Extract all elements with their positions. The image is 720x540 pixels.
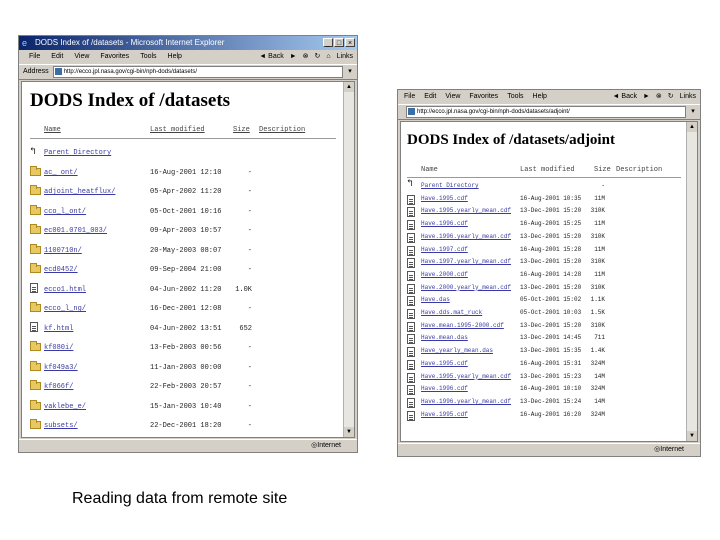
file-row [401, 345, 697, 358]
file-size: - [247, 422, 252, 430]
file-name-link[interactable]: cco_l_ont/ [44, 207, 87, 216]
address-text: http://ecco.jpl.nasa.gov/cgi-bin/nph-dods/datasets/ [63, 69, 198, 75]
file-row [401, 193, 697, 206]
file-size: 310K [590, 321, 605, 329]
file-size: - [247, 168, 252, 177]
left-status-bar [19, 439, 357, 452]
address-label: Address [23, 68, 49, 75]
file-size: 11M [594, 270, 605, 278]
file-date: 16-Aug-2001 15:28 [520, 245, 582, 253]
file-date: 13-Dec-2001 15:20 [520, 283, 582, 291]
home-icon: ⌂ [326, 53, 331, 60]
back-label: Back [268, 53, 284, 60]
file-row [401, 205, 697, 218]
column-header-name[interactable]: Name [44, 126, 61, 134]
file-row [22, 144, 354, 164]
left-window-title: DODS Index of /datasets - Microsoft Internet Explorer [35, 38, 225, 47]
right-browser-window [397, 89, 701, 457]
file-name-link[interactable]: adjoint_heatflux/ [44, 188, 116, 196]
refresh-button[interactable] [315, 50, 321, 64]
menu-favorites[interactable]: Favorites [469, 93, 499, 100]
stop-icon: ⊗ [302, 53, 309, 60]
menu-view[interactable]: View [445, 93, 461, 100]
file-date: 22-Feb-2003 20:57 [150, 383, 222, 391]
file-row [401, 371, 697, 384]
folder-icon [30, 207, 41, 215]
file-date: 13-Dec-2001 15:20 [520, 321, 582, 329]
status-zone: Internet [317, 442, 341, 449]
left-menu-bar [19, 50, 357, 65]
file-date: 13-Dec-2001 15:20 [520, 258, 582, 266]
file-row [401, 218, 697, 231]
document-icon [407, 220, 415, 230]
file-name-link[interactable]: Have.1995.cdf [421, 410, 468, 418]
file-row [401, 269, 697, 282]
forward-arrow-icon: ► [289, 53, 297, 60]
back-arrow-icon: ◄ [612, 93, 622, 100]
document-icon [407, 360, 415, 370]
file-row [22, 281, 354, 301]
column-header-last-modified[interactable]: Last modified [150, 126, 205, 134]
close-button[interactable]: × [345, 38, 355, 47]
document-icon [407, 207, 415, 217]
file-row [22, 339, 354, 359]
file-row [22, 261, 354, 281]
right-status-bar [398, 443, 700, 456]
file-row [401, 332, 697, 345]
file-size: - [247, 344, 252, 352]
file-date: 16-Aug-2001 16:20 [520, 410, 582, 418]
minimize-button[interactable]: _ [323, 38, 333, 47]
document-icon [407, 322, 415, 332]
file-size: 1.4K [590, 347, 605, 355]
document-icon [407, 284, 415, 294]
column-header-size[interactable]: Size [233, 126, 250, 134]
file-row [401, 282, 697, 295]
back-label: Back [621, 93, 637, 100]
folder-icon [30, 246, 41, 254]
file-row [401, 358, 697, 371]
file-size: 1.1K [590, 296, 605, 304]
file-date: 13-Feb-2003 00:56 [150, 344, 222, 352]
file-name-link[interactable]: Have.1997.cdf [421, 245, 468, 253]
file-size: - [247, 363, 252, 372]
file-size: 310K [590, 207, 605, 215]
document-icon [407, 296, 415, 306]
file-name-link[interactable]: ecd0452/ [44, 266, 78, 274]
menu-view[interactable]: View [74, 53, 90, 60]
folder-icon [30, 382, 41, 390]
left-title-bar [19, 36, 357, 50]
file-date: 04-Jun-2002 13:51 [150, 324, 222, 333]
header-divider [30, 138, 336, 139]
internet-zone-icon: ◎ [311, 442, 318, 449]
folder-icon [30, 304, 41, 312]
home-button[interactable] [326, 50, 330, 64]
file-date: 13-Dec-2001 15:24 [520, 397, 582, 405]
document-icon [407, 309, 415, 319]
file-date: 05-Oct-2001 10:16 [150, 207, 222, 216]
file-size: 310K [590, 283, 605, 291]
file-name-link[interactable]: ecco_l_ng/ [44, 305, 87, 313]
file-size: 1.0K [235, 285, 252, 294]
file-date: 09-Sep-2004 21:00 [150, 266, 222, 274]
file-name-link[interactable]: Have.1996.yearly_mean.cdf [421, 232, 512, 240]
document-icon [30, 322, 38, 332]
file-date: 22-Dec-2001 18:20 [150, 422, 222, 430]
file-date: 13-Dec-2001 15:20 [520, 207, 582, 215]
file-row [22, 417, 354, 437]
address-input[interactable] [53, 66, 343, 78]
page-icon [408, 108, 415, 115]
file-size: - [247, 227, 252, 235]
file-size: 324M [590, 385, 605, 393]
file-name-link[interactable]: Have.dds.mat_ruck [421, 309, 483, 316]
document-icon [407, 334, 415, 344]
file-size: 711 [594, 334, 605, 342]
left-scrollbar[interactable] [343, 82, 354, 437]
scroll-down-button[interactable]: ▼ [687, 431, 697, 441]
menu-favorites[interactable]: Favorites [100, 53, 130, 60]
document-icon [407, 195, 415, 205]
menu-help[interactable]: Help [532, 93, 547, 100]
file-name-link[interactable]: Have_yearly_mean.das [421, 347, 494, 355]
file-date: 16-Aug-2001 14:28 [520, 270, 582, 278]
file-date: 16-Dec-2001 12:08 [150, 305, 222, 313]
forward-button[interactable] [290, 50, 297, 64]
document-icon [407, 246, 415, 256]
file-size: 324M [590, 410, 605, 418]
back-arrow-icon: ◄ [259, 53, 269, 60]
file-size: - [247, 305, 252, 313]
file-name-link[interactable]: Have.das [421, 296, 450, 304]
scroll-down-button[interactable]: ▼ [344, 427, 354, 437]
address-dropdown-button[interactable]: ▾ [348, 68, 352, 75]
forward-arrow-icon: ► [642, 93, 650, 100]
document-icon [407, 233, 415, 243]
menu-edit[interactable]: Edit [51, 53, 64, 60]
file-size: 11M [594, 220, 605, 228]
file-name-link[interactable]: ac_ ont/ [44, 168, 78, 177]
right-menu-bar [398, 90, 700, 105]
forward-button[interactable] [643, 90, 650, 104]
page-icon [55, 68, 62, 75]
file-size: 11M [594, 194, 605, 202]
file-name-link[interactable]: Parent Directory [44, 149, 112, 157]
file-name-link[interactable]: subsets/ [44, 422, 78, 430]
file-date: 05-Oct-2001 15:02 [520, 296, 582, 304]
folder-icon [30, 363, 41, 371]
file-name-link[interactable]: ecco1.html [44, 285, 87, 294]
scroll-up-button[interactable]: ▲ [687, 122, 697, 132]
file-size: 324M [590, 359, 605, 367]
file-name-link[interactable]: Parent Directory [421, 182, 479, 189]
document-icon [407, 258, 415, 268]
file-name-link[interactable]: kf080i/ [44, 344, 74, 352]
menu-file[interactable]: File [29, 53, 41, 60]
file-date: 11-Jan-2003 00:00 [150, 363, 222, 372]
file-name-link[interactable]: Have.mean.1995-2000.cdf [421, 321, 504, 329]
file-row [401, 231, 697, 244]
file-name-link[interactable]: Have.2000.yearly_mean.cdf [421, 283, 512, 291]
file-date: 05-Apr-2002 11:20 [150, 188, 222, 196]
file-row [22, 242, 354, 262]
stop-icon: ⊗ [655, 93, 662, 100]
file-date: 16-Aug-2001 10:10 [520, 385, 582, 393]
file-row [22, 164, 354, 184]
menu-help[interactable]: Help [167, 53, 182, 60]
file-name-link[interactable]: kf049a3/ [44, 363, 78, 372]
refresh-icon: ↻ [667, 93, 674, 100]
folder-icon [30, 226, 41, 234]
file-size: 14M [594, 372, 605, 380]
folder-icon [30, 421, 41, 429]
column-header-description[interactable]: Description [616, 166, 663, 174]
file-row [401, 383, 697, 396]
file-date: 16-Aug-2001 12:10 [150, 168, 222, 177]
file-date: 16-Aug-2001 10:35 [520, 194, 582, 202]
file-size: - [247, 246, 252, 255]
links-button[interactable]: Links [679, 93, 696, 100]
file-name-link[interactable]: Have.1995.cdf [421, 359, 468, 367]
column-header-description[interactable]: Description [259, 126, 306, 134]
file-name-link[interactable]: Have.2000.cdf [421, 270, 468, 278]
file-size: - [247, 402, 252, 411]
file-date: 16-Aug-2001 15:31 [520, 359, 582, 367]
document-icon [407, 347, 415, 357]
file-row [22, 378, 354, 398]
file-size: - [247, 188, 252, 196]
column-header-size[interactable]: Size [594, 166, 611, 174]
parent-directory-icon [30, 146, 40, 154]
file-row [401, 396, 697, 409]
scroll-up-button[interactable]: ▲ [344, 82, 354, 92]
stop-button[interactable] [656, 90, 662, 104]
file-row [401, 409, 697, 422]
file-size: - [601, 182, 605, 189]
file-date: 13-Dec-2001 15:23 [520, 372, 582, 380]
file-size: 14M [594, 397, 605, 405]
file-date: 13-Dec-2001 15:20 [520, 232, 582, 240]
file-size: - [247, 207, 252, 216]
links-button[interactable]: Links [336, 53, 353, 60]
left-browser-window [18, 35, 358, 453]
file-name-link[interactable]: ec001.0701_003/ [44, 227, 108, 235]
file-date: 20-May-2003 08:07 [150, 246, 222, 255]
address-text: http://ecco.jpl.nasa.gov/cgi-bin/nph-dods/datasets/adjoint/ [417, 109, 570, 115]
file-name-link[interactable]: kf066f/ [44, 383, 74, 391]
file-date: 09-Apr-2003 10:57 [150, 227, 222, 235]
document-icon [407, 385, 415, 395]
page-title: DODS Index of /datasets/adjoint [407, 132, 615, 148]
file-size: 11M [594, 245, 605, 253]
file-row [401, 320, 697, 333]
menu-tools[interactable]: Tools [507, 93, 524, 100]
file-date: 04-Jun-2002 11:20 [150, 285, 222, 294]
slide-caption: Reading data from remote site [72, 490, 288, 507]
header-divider [407, 177, 681, 178]
file-date: 13-Dec-2001 15:35 [520, 347, 582, 355]
right-page-content [400, 121, 698, 442]
internet-zone-icon: ◎ [654, 446, 661, 453]
back-button[interactable] [613, 90, 637, 104]
file-size: - [247, 266, 252, 274]
menu-edit[interactable]: Edit [424, 93, 437, 100]
file-name-link[interactable]: Have.1995.yearly_mean.cdf [421, 372, 512, 380]
folder-icon [30, 343, 41, 351]
file-row [22, 320, 354, 340]
file-name-link[interactable]: Have.1995.yearly_mean.cdf [421, 207, 512, 215]
stop-button[interactable] [303, 50, 309, 64]
left-address-bar [19, 65, 357, 80]
file-name-link[interactable]: vaklebe_e/ [44, 402, 87, 411]
file-size: 310K [590, 232, 605, 240]
refresh-icon: ↻ [314, 53, 321, 60]
file-row [22, 203, 354, 223]
file-row [401, 180, 697, 193]
file-date: 13-Dec-2001 14:45 [520, 334, 582, 342]
file-name-link[interactable]: Have.1996.cdf [421, 220, 468, 228]
file-size: 1.5K [590, 309, 605, 316]
document-icon [407, 411, 415, 421]
file-name-link[interactable]: Have.1996.yearly_mean.cdf [421, 397, 512, 405]
folder-icon [30, 265, 41, 273]
file-size: - [247, 383, 252, 391]
file-date: 15-Jan-2003 10:40 [150, 402, 222, 411]
status-zone: Internet [660, 446, 684, 453]
file-name-link[interactable]: kf.html [44, 324, 74, 333]
refresh-button[interactable] [668, 90, 674, 104]
menu-file[interactable]: File [404, 93, 416, 100]
document-icon [407, 373, 415, 383]
file-size: 652 [239, 324, 252, 333]
folder-icon [30, 402, 41, 410]
file-row [401, 256, 697, 269]
file-date: 05-Oct-2001 10:03 [520, 309, 582, 316]
folder-icon [30, 187, 41, 195]
address-input[interactable] [406, 106, 686, 118]
ie-logo-icon: e [22, 38, 28, 48]
file-name-link[interactable]: Have.mean.das [421, 334, 468, 342]
document-icon [30, 283, 38, 293]
column-header-name[interactable]: Name [421, 166, 438, 174]
file-row [22, 183, 354, 203]
page-title: DODS Index of /datasets [30, 90, 231, 111]
right-scrollbar[interactable] [686, 122, 697, 441]
parent-directory-icon [407, 182, 417, 190]
file-name-link[interactable]: Have.1995.cdf [421, 194, 468, 202]
file-name-link[interactable]: 1100710n/ [44, 246, 82, 255]
left-page-content [21, 81, 355, 438]
right-address-bar [398, 105, 700, 120]
document-icon [407, 398, 415, 408]
file-row [401, 244, 697, 257]
maximize-button[interactable]: □ [334, 38, 344, 47]
column-header-last-modified[interactable]: Last modified [520, 166, 575, 174]
file-date: 16-Aug-2001 15:25 [520, 220, 582, 228]
file-name-link[interactable]: Have.1997.yearly_mean.cdf [421, 258, 512, 266]
folder-icon [30, 168, 41, 176]
address-dropdown-button[interactable]: ▾ [691, 108, 695, 115]
document-icon [407, 271, 415, 281]
file-row [401, 294, 697, 307]
file-row [22, 300, 354, 320]
file-size: 310K [590, 258, 605, 266]
file-row [401, 307, 697, 320]
file-row [22, 222, 354, 242]
menu-tools[interactable]: Tools [140, 53, 157, 60]
file-name-link[interactable]: Have.1996.cdf [421, 385, 468, 393]
back-button[interactable] [259, 50, 283, 64]
file-row [22, 359, 354, 379]
file-row [22, 398, 354, 418]
